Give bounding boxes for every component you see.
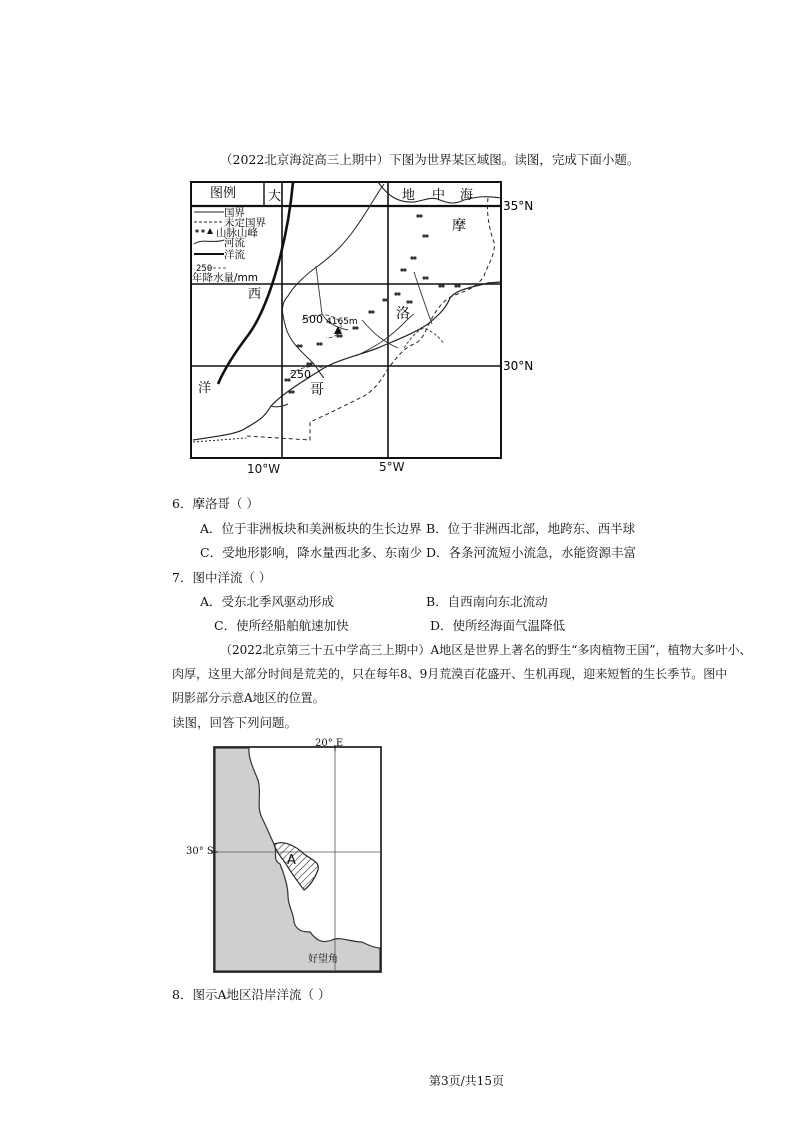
lon-5w: 5°W [379, 460, 405, 474]
q6-stem: 6．摩洛哥（ ） [172, 496, 259, 511]
isoline-500: 500 [302, 313, 323, 326]
legend-item-precip: 年降水量/mm [192, 272, 258, 284]
intro-text-2-line3: 阴影部分示意A地区的位置。 [172, 691, 325, 705]
cape-good-hope-label: 好望角 [308, 954, 338, 965]
lon-10w: 10°W [247, 462, 281, 476]
q7-stem: 7．图中洋流（ ） [172, 570, 272, 585]
legend-item-mountain: 山脉山峰 [216, 227, 258, 239]
q7-option-a: A．受东北季风驱动形成 [200, 594, 335, 609]
intro-text-2-line1: （2022北京第三十五中学高三上期中）A地区是世界上著名的野生“多肉植物王国”，植物大多叶小、 [220, 643, 752, 657]
intro-text-1: （2022北京海淀高三上期中）下图为世界某区域图。读图，完成下面小题。 [220, 152, 640, 167]
q6-option-b: B．位于非洲西北部，地跨东、西半球 [426, 521, 636, 536]
ocean-label-xi: 西 [248, 287, 262, 302]
q6-option-c: C．受地形影响，降水量西北多、东南少 [200, 545, 423, 560]
q6-option-d: D．各条河流短小流急，水能资源丰富 [426, 545, 637, 560]
label-da: 大 [268, 189, 282, 204]
label-hai: 海 [460, 188, 474, 203]
lat-35n: 35°N [503, 199, 534, 213]
country-label-ge: 哥 [310, 382, 324, 398]
country-label-mo: 摩 [452, 218, 466, 234]
morocco-map [188, 178, 534, 480]
legend-item-river: 河流 [224, 237, 245, 249]
lat-30s: 30° S [186, 846, 214, 857]
q6-option-a: A．位于非洲板块和美洲板块的生长边界 [200, 521, 422, 536]
lon-20e: 20° E [315, 738, 344, 749]
lat-30n: 30°N [503, 359, 534, 373]
legend-item-undetermined: 未定国界 [224, 217, 266, 229]
isoline-250: 250 [290, 368, 311, 381]
label-zhong: 中 [432, 188, 446, 203]
legend-isoline-sample: 250 [196, 264, 213, 274]
south-africa-map [172, 736, 388, 978]
legend-item-current: 洋流 [224, 249, 245, 261]
region-a-label: A [287, 853, 296, 868]
label-di: 地 [402, 188, 416, 203]
peak-label: 4165m [326, 317, 358, 327]
q7-option-b: B．自西南向东北流动 [426, 594, 548, 609]
legend-title: 图例 [210, 186, 237, 201]
legend-item-border: 国界 [224, 207, 245, 219]
q8-stem: 8．图示A地区沿岸洋流（ ） [172, 987, 331, 1002]
ocean-label-yang: 洋 [198, 381, 212, 396]
q7-option-c: C．使所经船舶航速加快 [214, 618, 349, 633]
country-label-luo: 洛 [396, 306, 410, 322]
intro-text-2-line2: 肉厚，这里大部分时间是荒芜的，只在每年8、9月荒漠百花盛开、生机再现，迎来短暂的生长季节。图中 [172, 667, 728, 681]
intro-text-2-line4: 读图，回答下列问题。 [172, 715, 298, 730]
q7-option-d: D．使所经海面气温降低 [430, 618, 566, 633]
page-footer: 第3页/共15页 [429, 1074, 504, 1088]
